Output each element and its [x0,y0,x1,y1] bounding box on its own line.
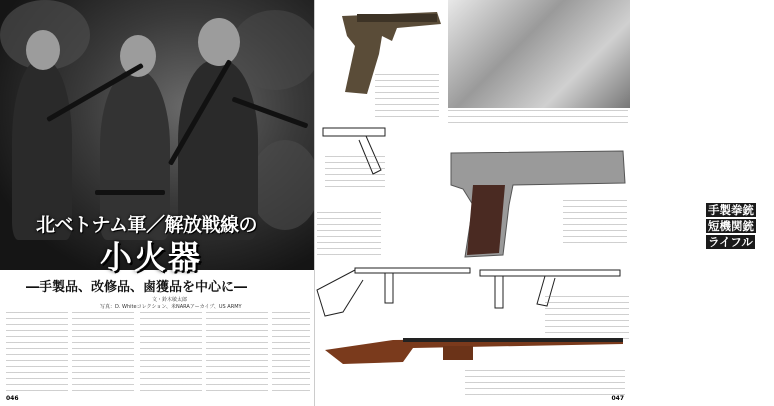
body-text-column [6,312,68,394]
article-title-main: 小火器 [100,238,203,276]
right-page [315,0,754,406]
body-text-column [140,312,202,394]
caption-text [465,370,625,396]
caption-text [563,200,627,248]
caption-text [448,110,628,128]
section-label [706,203,774,259]
section-label-smg: 短機関銃 [708,219,754,233]
page-number: 046 [6,395,19,402]
article-subtitle: ―手製品、改修品、鹵獲品を中心に― [26,280,248,295]
rifle-image [323,328,628,368]
article-title: 北ベトナム軍／解放戦線の [36,214,258,236]
body-text-column [206,312,268,394]
author-credit: 文・鈴木敏太郎 [152,297,188,303]
body-text-column [72,312,134,394]
caption-text [325,156,385,188]
section-label-pistol: 手製拳銃 [708,203,754,217]
caption-text [317,212,381,260]
caption-text [375,74,439,122]
page-number: 047 [611,395,624,402]
body-text-column [272,312,310,394]
smg-drawing [315,260,475,320]
workshop-photo [448,0,630,108]
left-page [0,0,315,406]
section-label-rifle: ライフル [708,235,753,249]
photo-credit: 写真：D. Whiteコレクション、米NARAアーカイブ、US ARMY [100,304,242,310]
